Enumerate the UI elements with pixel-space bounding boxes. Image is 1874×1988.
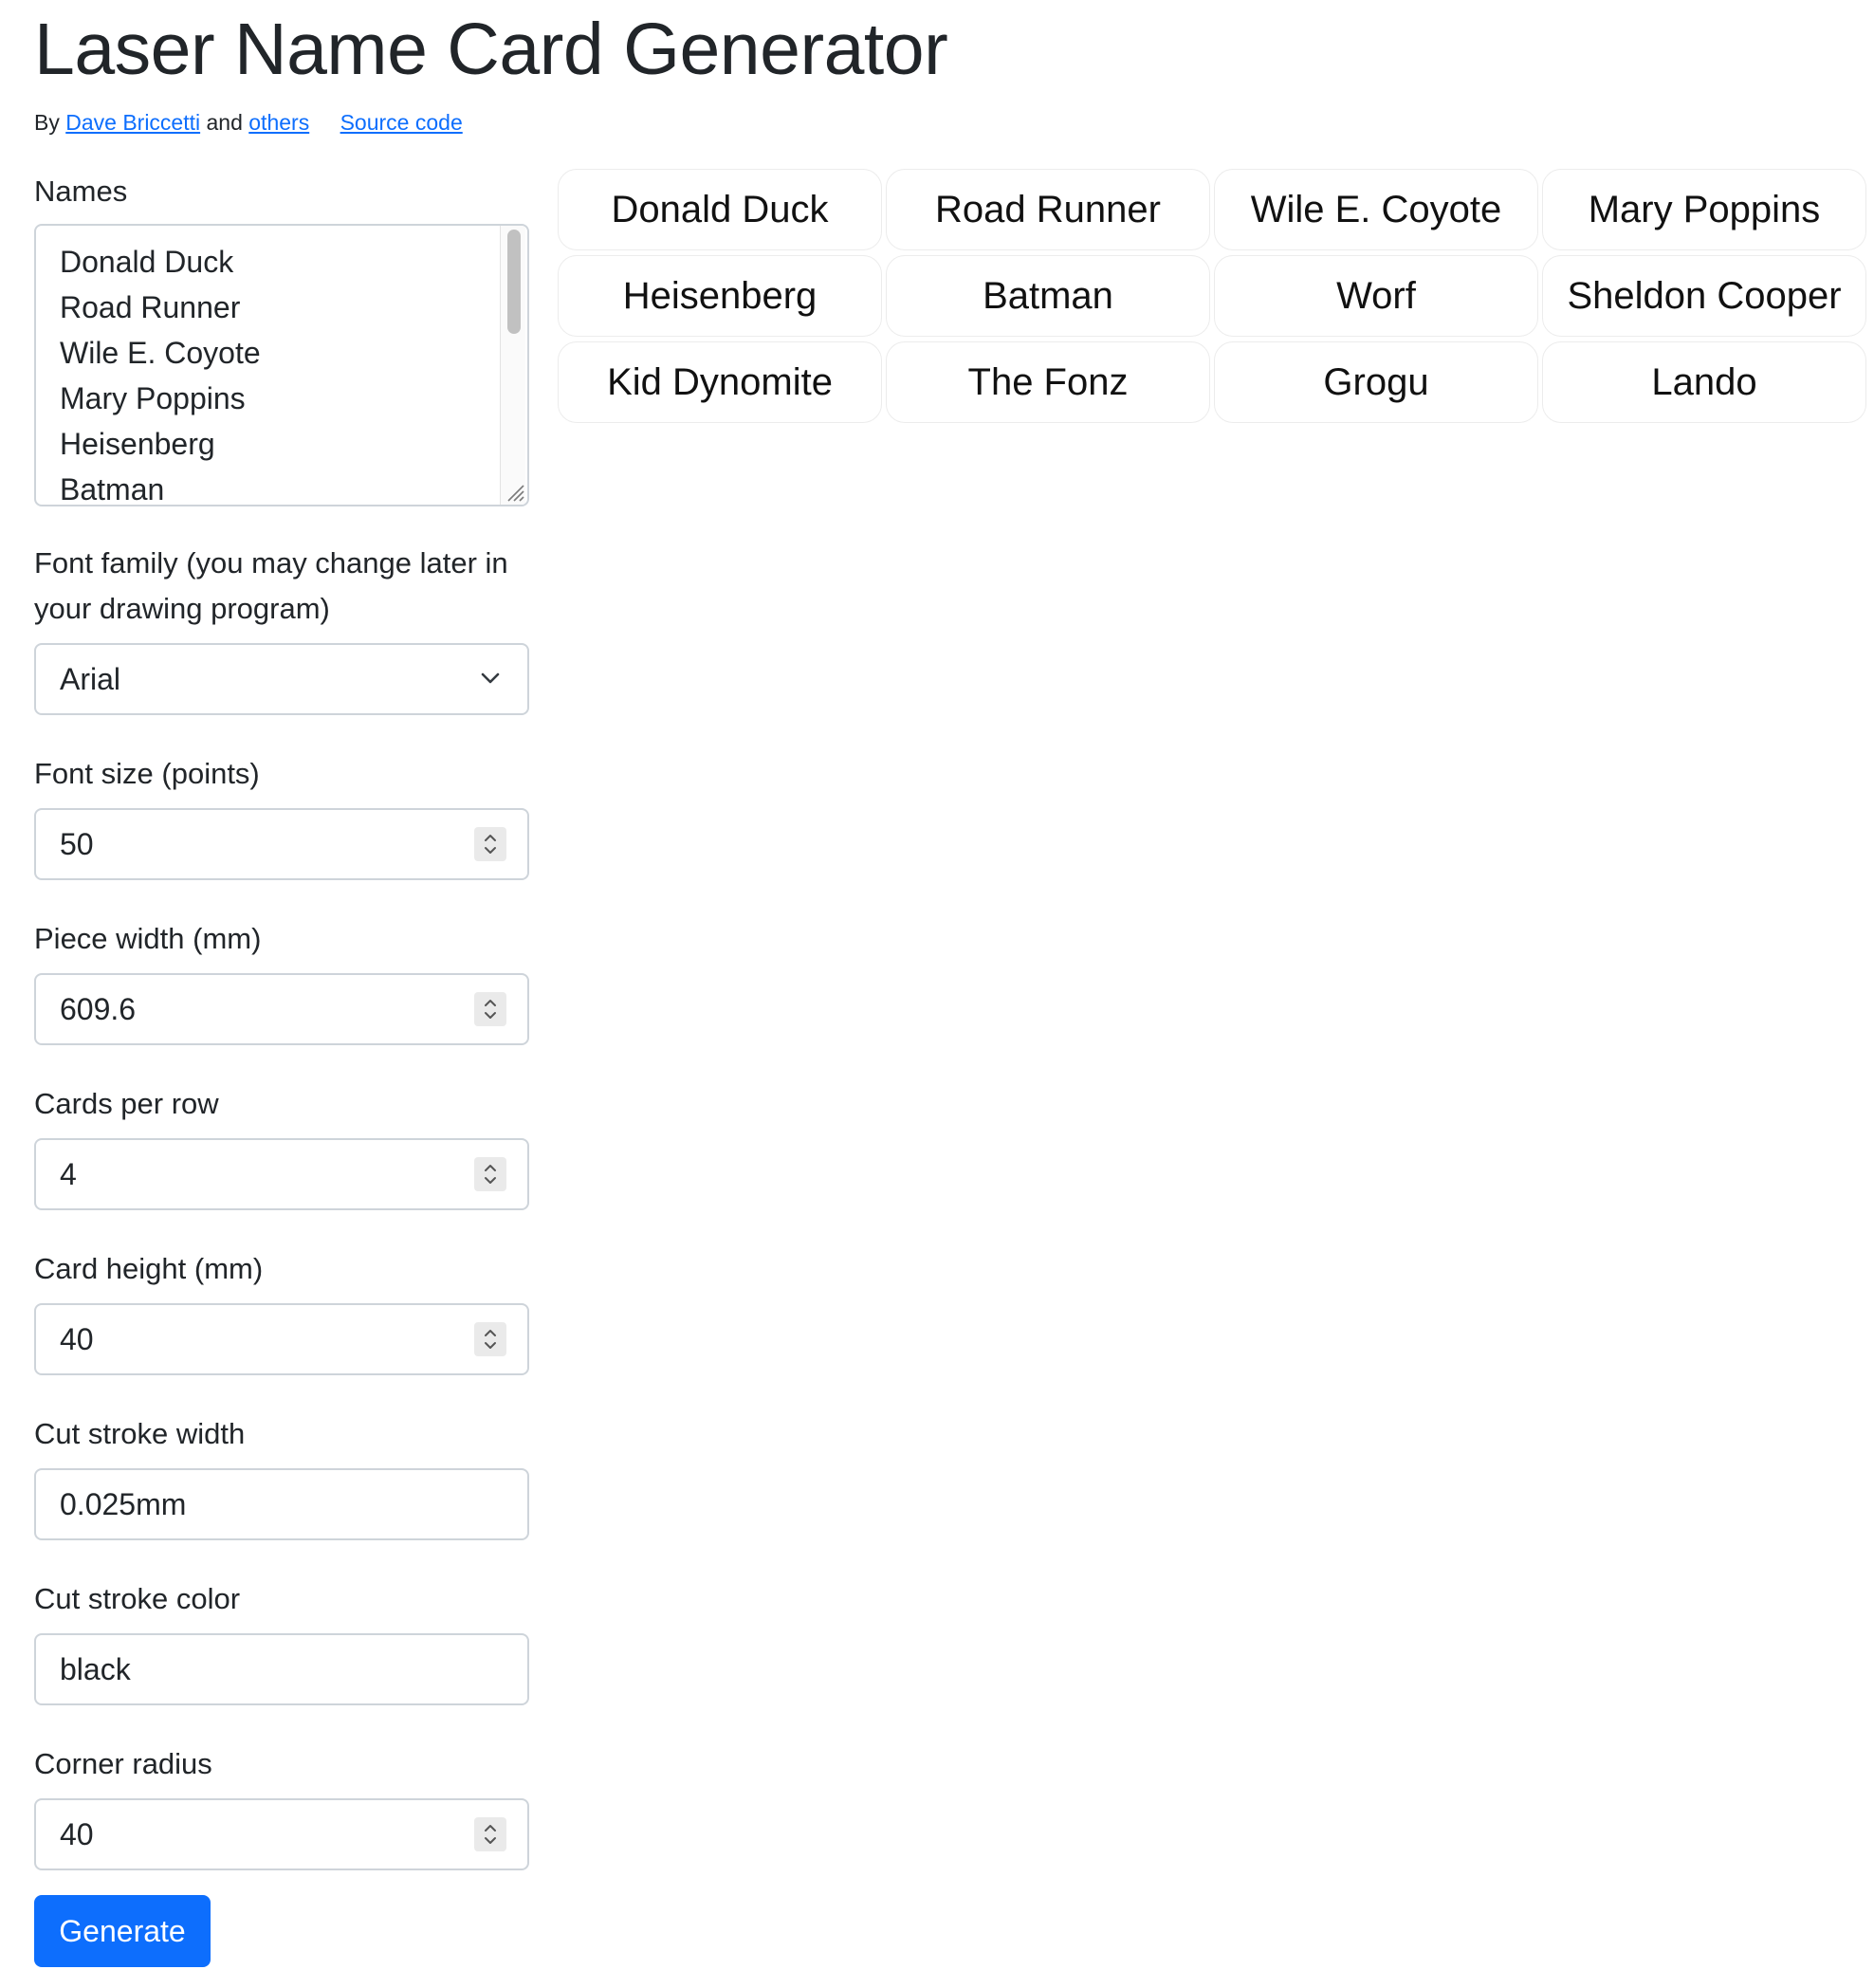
cut-stroke-width-label: Cut stroke width xyxy=(34,1417,246,1450)
name-card: Road Runner xyxy=(886,169,1210,250)
corner-radius-input[interactable] xyxy=(34,1798,529,1870)
cards-per-row-label: Cards per row xyxy=(34,1087,219,1120)
name-card: Grogu xyxy=(1214,341,1538,423)
cut-stroke-color-input[interactable] xyxy=(34,1633,529,1705)
stepper-arrows-icon xyxy=(483,1821,498,1848)
stepper-arrows-icon xyxy=(483,1326,498,1353)
name-card: Wile E. Coyote xyxy=(1214,169,1538,250)
cut-stroke-width-input[interactable] xyxy=(34,1468,529,1540)
card-height-input[interactable] xyxy=(34,1303,529,1375)
names-textarea[interactable] xyxy=(34,224,529,506)
byline-prefix: By xyxy=(34,110,60,135)
name-card: Mary Poppins xyxy=(1542,169,1866,250)
stepper-arrows-icon xyxy=(483,1161,498,1187)
stepper-arrows-icon xyxy=(483,996,498,1022)
chevron-down-icon xyxy=(480,671,501,686)
font-family-select[interactable] xyxy=(34,643,529,715)
names-line: Road Runner xyxy=(60,290,241,324)
font-size-value: 50 xyxy=(60,827,94,861)
name-card: Batman xyxy=(886,255,1210,337)
author-link[interactable]: Dave Briccetti xyxy=(65,110,201,135)
card-height-value: 40 xyxy=(60,1322,94,1356)
byline-and: and xyxy=(206,110,243,135)
names-line: Heisenberg xyxy=(60,427,215,461)
names-scrollbar-thumb[interactable] xyxy=(507,230,521,334)
name-card: Heisenberg xyxy=(558,255,882,337)
name-card: Sheldon Cooper xyxy=(1542,255,1866,337)
names-line: Batman xyxy=(60,472,165,506)
cards-per-row-stepper[interactable] xyxy=(474,1157,506,1191)
name-card: Kid Dynomite xyxy=(558,341,882,423)
name-card: Worf xyxy=(1214,255,1538,337)
card-grid xyxy=(558,169,1872,423)
font-size-label: Font size (points) xyxy=(34,757,260,790)
byline xyxy=(34,108,463,137)
card-preview xyxy=(558,169,1872,423)
name-card: Donald Duck xyxy=(558,169,882,250)
font-size-input[interactable] xyxy=(34,808,529,880)
resize-grip-icon[interactable] xyxy=(505,482,525,503)
corner-radius-label: Corner radius xyxy=(34,1747,212,1780)
font-size-stepper[interactable] xyxy=(474,827,506,861)
card-height-label: Card height (mm) xyxy=(34,1252,264,1285)
piece-width-label: Piece width (mm) xyxy=(34,922,262,955)
cut-stroke-width-value: 0.025mm xyxy=(60,1487,187,1521)
name-card: Lando xyxy=(1542,341,1866,423)
corner-radius-stepper[interactable] xyxy=(474,1817,506,1851)
piece-width-value: 609.6 xyxy=(60,992,137,1026)
names-line: Mary Poppins xyxy=(60,381,246,415)
names-list xyxy=(60,239,261,506)
generate-button[interactable]: Generate xyxy=(34,1895,211,1967)
name-card: The Fonz xyxy=(886,341,1210,423)
cut-stroke-color-value: black xyxy=(60,1652,131,1686)
cards-per-row-value: 4 xyxy=(60,1157,77,1191)
stepper-arrows-icon xyxy=(483,831,498,857)
settings-form xyxy=(34,169,529,1870)
names-line: Donald Duck xyxy=(60,245,234,279)
font-family-label: Font family (you may change later in your drawing program) xyxy=(34,546,508,625)
piece-width-stepper[interactable] xyxy=(474,992,506,1026)
names-scrollbar[interactable] xyxy=(500,226,525,505)
cut-stroke-color-label: Cut stroke color xyxy=(34,1582,241,1615)
source-code-link[interactable]: Source code xyxy=(340,110,463,135)
names-line: Wile E. Coyote xyxy=(60,336,261,370)
cards-per-row-input[interactable] xyxy=(34,1138,529,1210)
corner-radius-value: 40 xyxy=(60,1817,94,1851)
names-label: Names xyxy=(34,175,128,208)
card-height-stepper[interactable] xyxy=(474,1322,506,1356)
font-family-value: Arial xyxy=(60,662,121,696)
others-link[interactable]: others xyxy=(248,110,310,135)
page-title: Laser Name Card Generator xyxy=(34,9,948,90)
piece-width-input[interactable] xyxy=(34,973,529,1045)
